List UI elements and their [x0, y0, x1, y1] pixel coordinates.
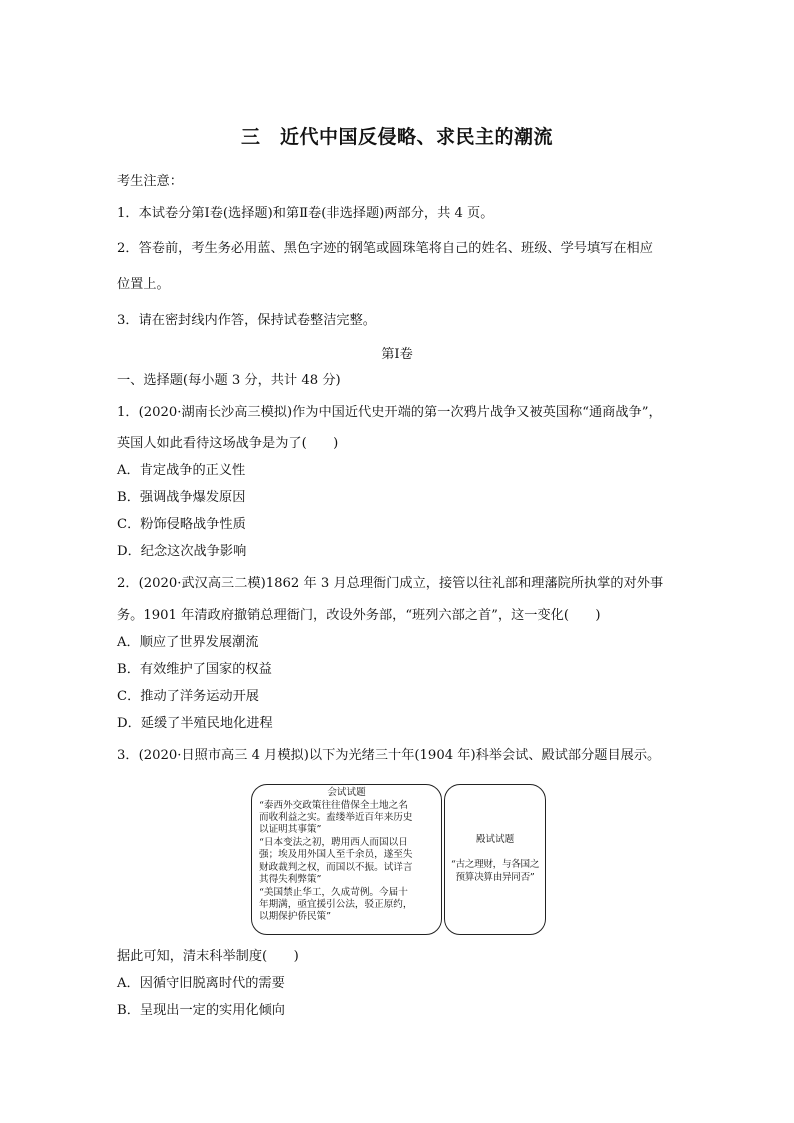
question-1-option: B．强调战争爆发原因 — [117, 490, 246, 505]
question-2-option: D．延缓了半殖民地化进程 — [117, 716, 273, 731]
question-3-stem-after: 据此可知，清末科举制度( ) — [117, 949, 299, 964]
metropolitan-exam-line: 而收利益之实。盍缕举近百年来历史 — [259, 812, 413, 823]
metropolitan-exam-line: 强；埃及用外国人至千余员，遂至失 — [259, 849, 413, 860]
metropolitan-exam-line: 年期满，亟宜援引公法，驳正原约， — [259, 899, 413, 910]
metropolitan-exam-line: 以证明其事策” — [259, 824, 322, 835]
notice-item: 2．答卷前，考生务必用蓝、黑色字迹的钢笔或圆珠笔将自己的姓名、班级、学号填写在相应 — [117, 241, 653, 256]
question-1-stem: 英国人如此看待这场战争是为了( ) — [117, 436, 339, 451]
metropolitan-exam-line: “日本变法之初，聘用西人而国以日 — [259, 837, 408, 848]
metropolitan-exam-line: “美国禁止华工，久成苛例。今届十 — [259, 887, 408, 898]
palace-exam-box — [444, 784, 546, 935]
metropolitan-exam-line: “泰西外交政策往往借保全土地之名 — [259, 800, 408, 811]
question-2-option: C．推动了洋务运动开展 — [117, 689, 259, 704]
metropolitan-exam-title: 会试试题 — [327, 787, 366, 798]
notice-item: 3．请在密封线内作答，保持试卷整洁完整。 — [117, 313, 376, 328]
question-2-stem: 2．(2020·武汉高三二模)1862 年 3 月总理衙门成立，接管以往礼部和理藩院所执掌的对外事 — [117, 576, 664, 591]
notice-item: 位置上。 — [117, 277, 170, 292]
page-title: 三 近代中国反侵略、求民主的潮流 — [240, 126, 553, 148]
question-3-stem: 3．(2020·日照市高三 4 月模拟)以下为光绪三十年(1904 年)科举会试、殿试部分题目展示。 — [117, 748, 661, 763]
question-2-stem: 务。1901 年清政府撤销总理衙门，改设外务部，“班列六部之首”，这一变化( ) — [117, 608, 601, 623]
notice-heading: 考生注意： — [117, 174, 183, 189]
notice-item: 1．本试卷分第Ⅰ卷(选择题)和第Ⅱ卷(非选择题)两部分，共 4 页。 — [117, 206, 494, 221]
question-1-stem: 1．(2020·湖南长沙高三模拟)作为中国近代史开端的第一次鸦片战争又被英国称“通商战争”， — [117, 405, 662, 420]
palace-exam-title: 殿试试题 — [475, 834, 515, 845]
question-2-option: B．有效维护了国家的权益 — [117, 662, 272, 677]
metropolitan-exam-line: 以期保护侨民策” — [259, 911, 332, 922]
question-3-option: B．呈现出一定的实用化倾向 — [117, 1003, 285, 1018]
question-1-option: A．肯定战争的正义性 — [117, 463, 246, 478]
question-2-option: A．顺应了世界发展潮流 — [117, 635, 259, 650]
question-3-option: A．因循守旧脱离时代的需要 — [117, 976, 285, 991]
palace-exam-line: 预算决算由异同否” — [455, 872, 535, 883]
question-1-option: D．纪念这次战争影响 — [117, 544, 247, 559]
metropolitan-exam-line: 财政裁判之权，而国以不振。试详言 — [259, 862, 413, 873]
metropolitan-exam-box — [251, 784, 442, 935]
section-heading: 一、选择题(每小题 3 分，共计 48 分) — [117, 373, 341, 388]
volume-label: 第Ⅰ卷 — [381, 347, 413, 362]
palace-exam-line: “古之理财，与各国之 — [450, 859, 540, 870]
question-1-option: C．粉饰侵略战争性质 — [117, 517, 246, 532]
metropolitan-exam-line: 其得失利弊策” — [259, 874, 322, 885]
